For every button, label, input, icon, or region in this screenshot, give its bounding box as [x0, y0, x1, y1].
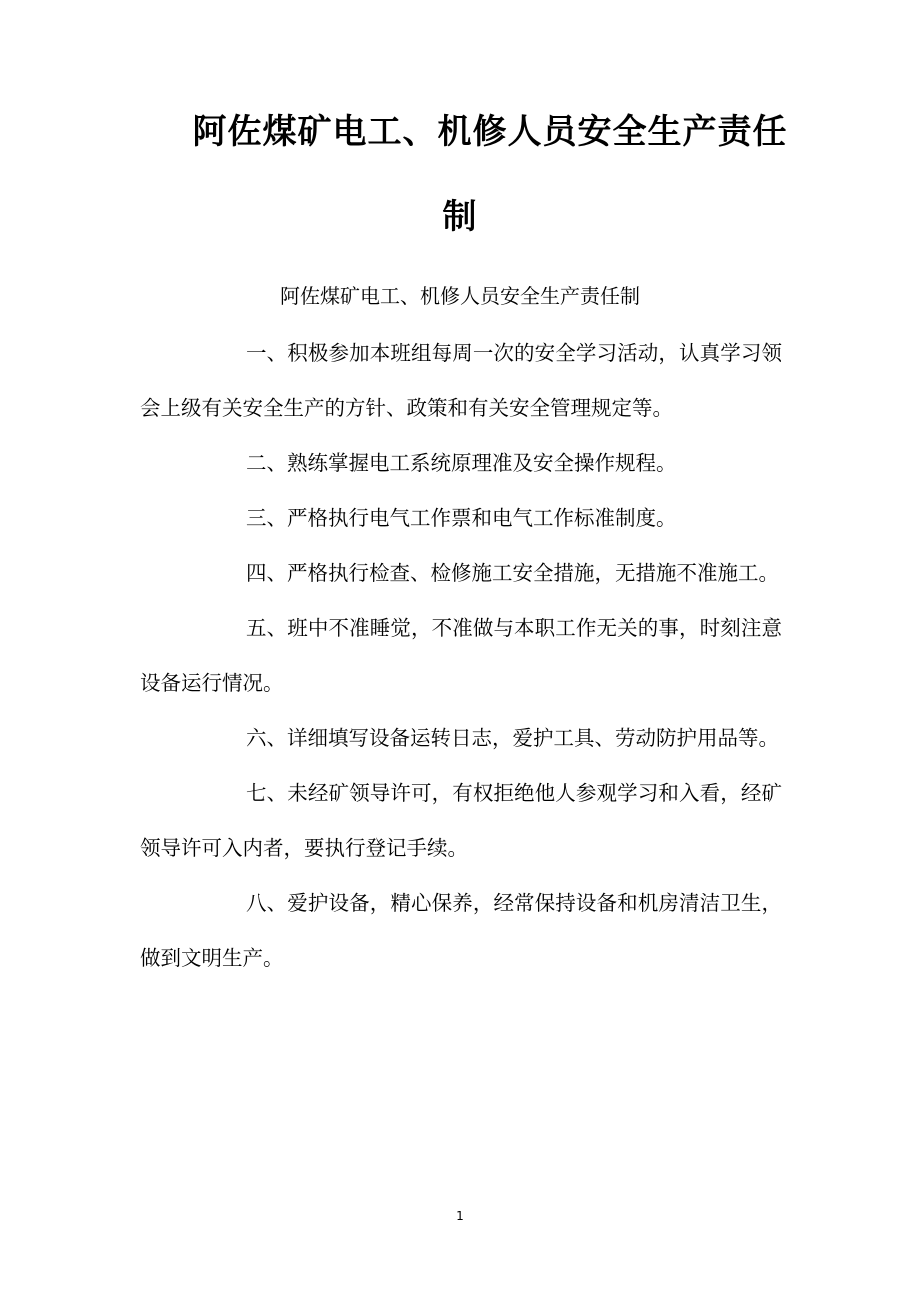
document-title-line-2: 制 [442, 197, 478, 237]
document-body [140, 326, 782, 986]
paragraph-7: 七、未经矿领导许可，有权拒绝他人参观学习和入看，经矿领导许可入内者，要执行登记手续。 [140, 781, 782, 860]
paragraph-4: 四、严格执行检查、检修施工安全措施，无措施不准施工。 [246, 561, 779, 585]
paragraph-3: 三、严格执行电气工作票和电气工作标准制度。 [246, 506, 677, 530]
paragraph-2: 二、熟练掌握电工系统原理准及安全操作规程。 [246, 451, 677, 475]
paragraph-5: 五、班中不准睡觉，不准做与本职工作无关的事，时刻注意设备运行情况。 [140, 616, 782, 695]
page-number: 1 [456, 1209, 464, 1223]
paragraph-6: 六、详细填写设备运转日志，爱护工具、劳动防护用品等。 [246, 726, 779, 750]
document-title-line-1: 阿佐煤矿电工、机修人员安全生产责任 [192, 112, 788, 152]
paragraph-1: 一、积极参加本班组每周一次的安全学习活动，认真学习领会上级有关安全生产的方针、政策和有关安全管理规定等。 [140, 341, 782, 420]
document-subtitle: 阿佐煤矿电工、机修人员安全生产责任制 [280, 284, 640, 308]
paragraph-8: 八、爱护设备，精心保养，经常保持设备和机房清洁卫生，做到文明生产。 [140, 891, 782, 970]
